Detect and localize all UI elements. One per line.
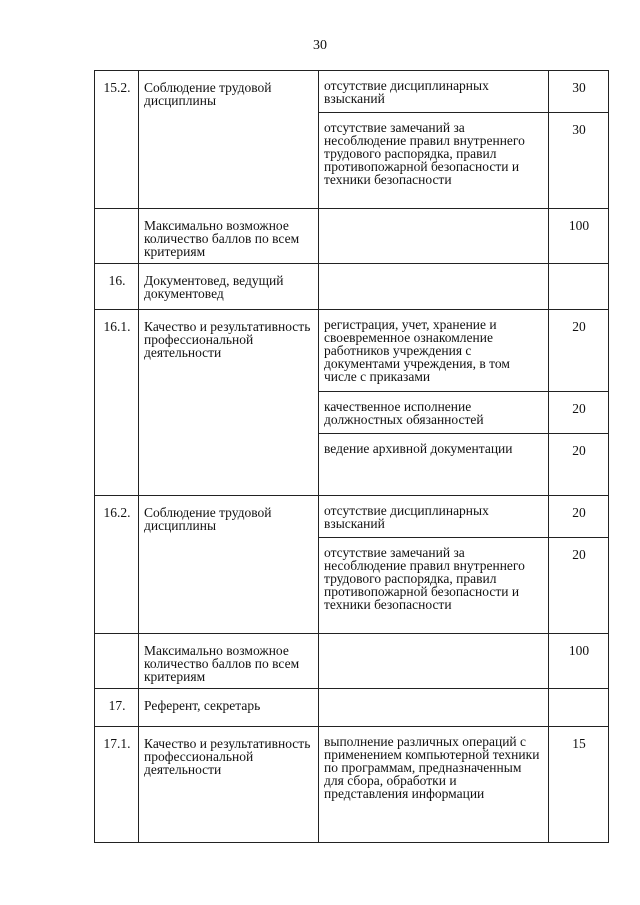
criterion-score: 20 (549, 392, 609, 434)
row-name: Качество и результативность профессиональной деятельности (139, 310, 319, 496)
row-number: 17. (95, 689, 139, 727)
table-row (95, 71, 609, 113)
row-name: Документовед, ведущий документовед (139, 264, 319, 310)
row-number: 16. (95, 264, 139, 310)
table-row (95, 209, 609, 264)
row-number: 17.1. (95, 727, 139, 843)
criterion-score: 20 (549, 434, 609, 496)
criterion-score (549, 264, 609, 310)
row-number: 15.2. (95, 71, 139, 209)
table-row (95, 689, 609, 727)
criterion-score: 100 (549, 209, 609, 264)
row-name: Качество и результативность профессиональной деятельности (139, 727, 319, 843)
table-row (95, 496, 609, 538)
table-row (95, 727, 609, 843)
table-row (95, 634, 609, 689)
row-name: Максимально возможное количество баллов по всем критериям (139, 634, 319, 689)
criterion-text (319, 634, 549, 689)
row-name: Референт, секретарь (139, 689, 319, 727)
criterion-score: 100 (549, 634, 609, 689)
criterion-text: ведение архивной документации (319, 434, 549, 496)
criterion-text (319, 689, 549, 727)
criterion-score: 30 (549, 113, 609, 209)
row-number: 16.2. (95, 496, 139, 634)
criterion-score: 30 (549, 71, 609, 113)
criterion-score: 15 (549, 727, 609, 843)
row-number: 16.1. (95, 310, 139, 496)
table-row (95, 310, 609, 392)
criterion-text (319, 264, 549, 310)
criterion-score: 20 (549, 538, 609, 634)
page-number: 30 (313, 38, 327, 53)
criterion-text: регистрация, учет, хранение и своевременное ознакомление работников учреждения с документами учреждения, в том числе с приказами (319, 310, 549, 392)
row-number (95, 634, 139, 689)
criterion-text: отсутствие дисциплинарных взысканий (319, 71, 549, 113)
criterion-text: отсутствие дисциплинарных взысканий (319, 496, 549, 538)
criterion-score (549, 689, 609, 727)
criterion-text: отсутствие замечаний за несоблюдение правил внутреннего трудового распорядка, правил противопожарной безопасности и техники безопасности (319, 113, 549, 209)
criterion-text (319, 209, 549, 264)
criterion-text: отсутствие замечаний за несоблюдение правил внутреннего трудового распорядка, правил противопожарной безопасности и техники безопасности (319, 538, 549, 634)
criteria-table (94, 70, 609, 843)
criterion-score: 20 (549, 496, 609, 538)
row-name: Соблюдение трудовой дисциплины (139, 496, 319, 634)
row-name: Соблюдение трудовой дисциплины (139, 71, 319, 209)
criterion-text: качественное исполнение должностных обязанностей (319, 392, 549, 434)
criterion-text: выполнение различных операций с применением компьютерной техники по программам, предназначенным для сбора, обработки и представления информации (319, 727, 549, 843)
criterion-score: 20 (549, 310, 609, 392)
table-row (95, 264, 609, 310)
row-name: Максимально возможное количество баллов по всем критериям (139, 209, 319, 264)
row-number (95, 209, 139, 264)
